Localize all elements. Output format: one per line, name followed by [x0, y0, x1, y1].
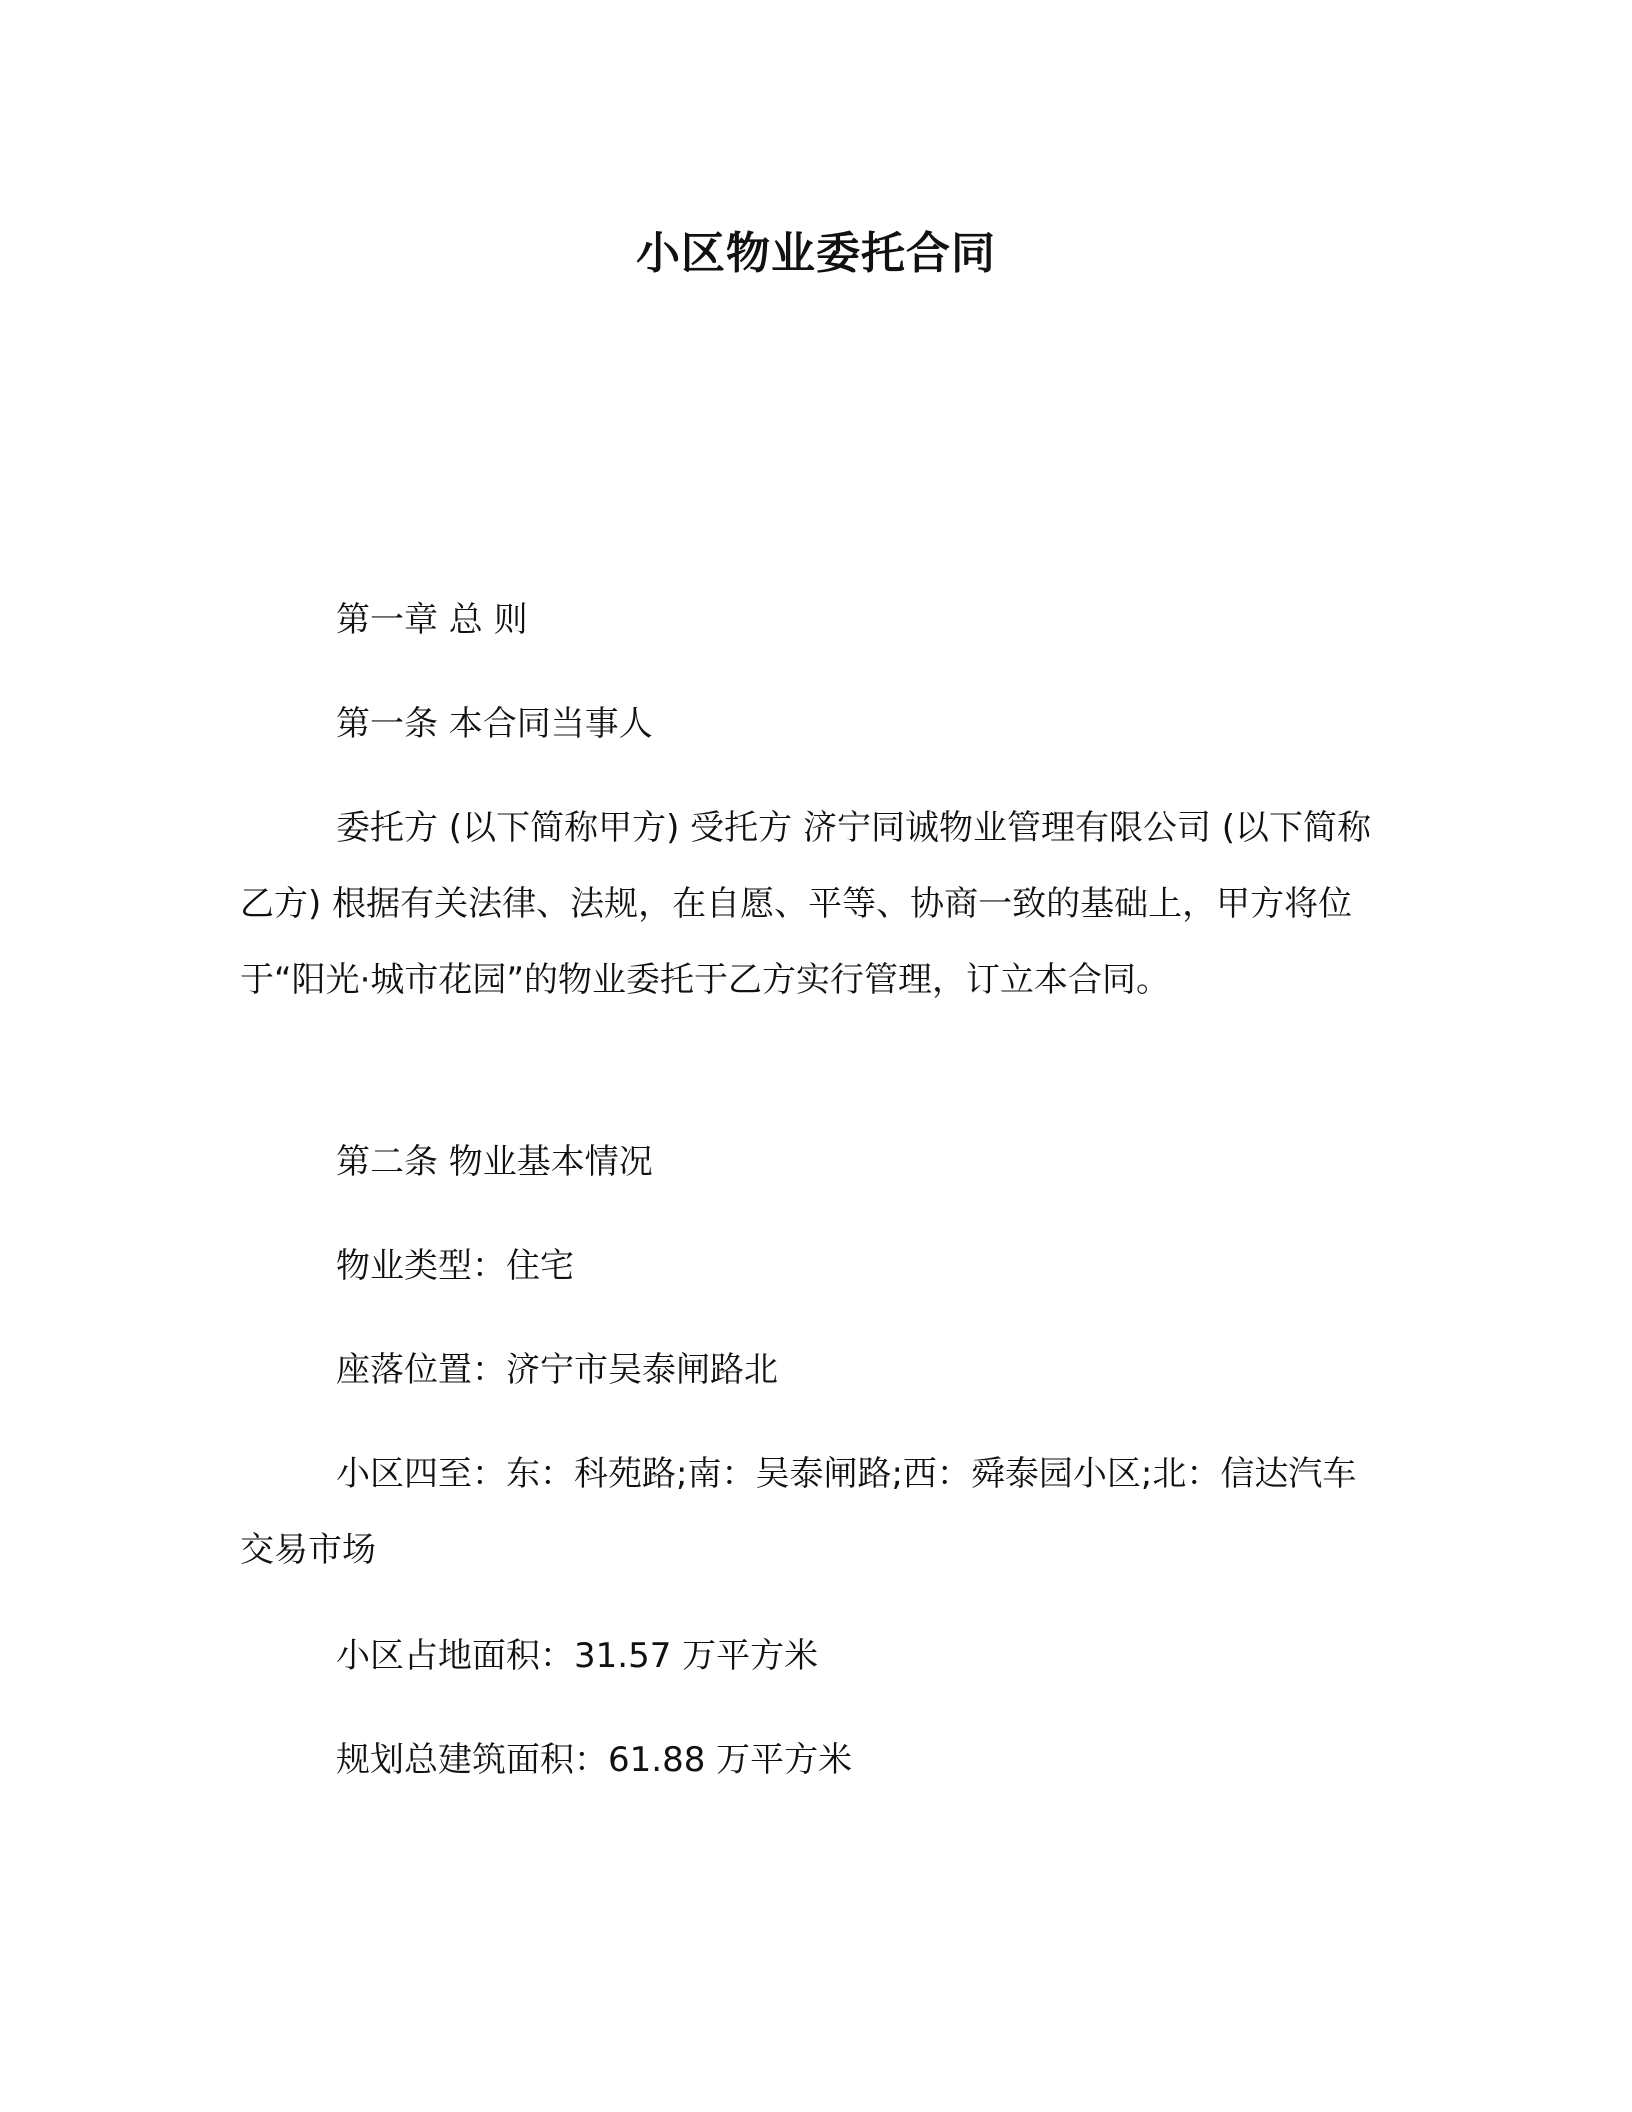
article-1-paragraph: 委托方 (以下简称甲方) 受托方 济宁同诚物业管理有限公司 (以下简称乙方) 根据有关法律、法规，在自愿、平等、协商一致的基础上，甲方将位于“阳光·城市花园”的物业委托于乙方实行管理，订立本合同。	[240, 808, 1372, 1000]
article-1-heading: 第一条 本合同当事人	[336, 704, 653, 744]
location-line: 座落位置：济宁市吴泰闸路北	[336, 1350, 778, 1390]
property-type-line: 物业类型：住宅	[336, 1246, 574, 1286]
chapter-heading: 第一章 总 则	[336, 600, 528, 640]
land-area-line: 小区占地面积：31.57 万平方米	[336, 1636, 819, 1676]
article-2-heading: 第二条 物业基本情况	[336, 1142, 653, 1182]
document-title: 小区物业委托合同	[636, 228, 996, 279]
boundaries-paragraph: 小区四至：东：科苑路;南：吴泰闸路;西：舜泰园小区;北：信达汽车交易市场	[240, 1454, 1357, 1570]
building-area-line: 规划总建筑面积：61.88 万平方米	[336, 1740, 853, 1780]
